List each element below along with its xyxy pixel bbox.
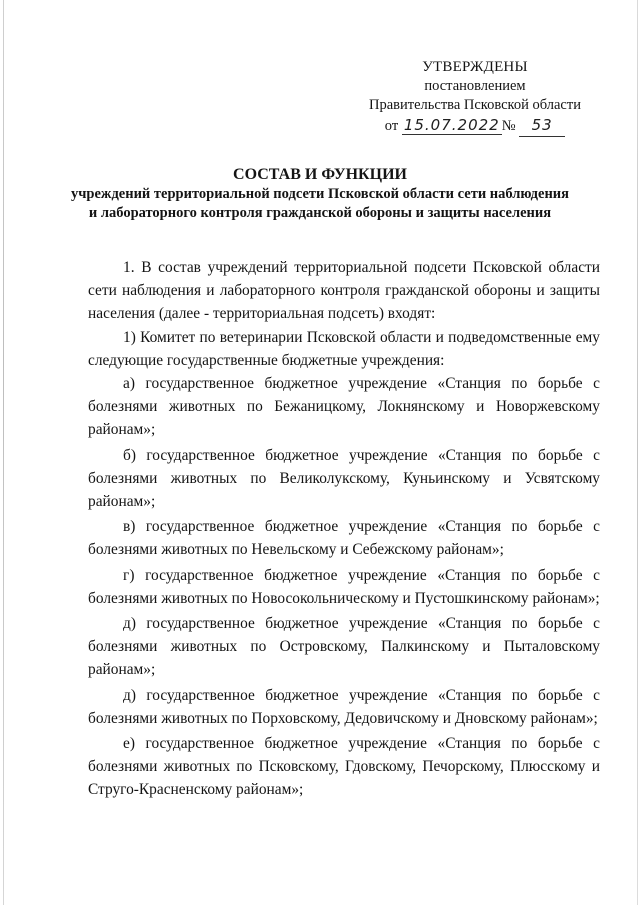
paragraph-intro: 1. В состав учреждений территориальной подсети Псковской области сети наблюдения и лабораторного контроля гражданской обороны и защиты населения (далее - территориальная подсеть) входят: xyxy=(88,259,600,323)
document-heading xyxy=(70,164,570,223)
approved-label: УТВЕРЖДЕНЫ xyxy=(422,59,528,75)
handwritten-date: 15.07.2022 xyxy=(403,116,500,134)
paragraph-subitem-g: г) государственное бюджетное учреждение «Станция по борьбе с болезнями животных по Новосокольническому и Пустошкинскому районам»; xyxy=(88,566,600,607)
paragraph-subitem-d1: д) государственное бюджетное учреждение «Станция по борьбе с болезнями животных по Островскому, Палкинскому и Пыталовскому районам»; xyxy=(88,615,600,679)
paragraph-subitem-v: в) государственное бюджетное учреждение «Станция по борьбе с болезнями животных по Невельскому и Себежскому районам»; xyxy=(88,518,600,559)
handwritten-number xyxy=(519,116,565,137)
government-label: Правительства Псковской области xyxy=(369,97,581,113)
scan-edge-left xyxy=(3,0,4,905)
document-subtitle: учреждений территориальной подсети Псковской области сети наблюдения и лабораторного контроля гражданской обороны и защиты населения xyxy=(71,186,569,221)
paragraph-item-1: 1) Комитет по ветеринарии Псковской области и подведомственные ему следующие государственные бюджетные учреждения: xyxy=(88,328,600,369)
scan-edge-right xyxy=(637,0,638,905)
document-body xyxy=(88,256,600,804)
date-number-line xyxy=(360,116,590,137)
handwritten-number-value: 53 xyxy=(531,116,553,134)
number-prefix: № xyxy=(501,118,516,134)
paragraph-subitem-e: е) государственное бюджетное учреждение «Станция по борьбе с болезнями животных по Псковскому, Гдовскому, Печорскому, Плюсскому и Струго-Красненскому районам»; xyxy=(88,735,600,799)
paragraph-subitem-b: б) государственное бюджетное учреждение «Станция по борьбе с болезнями животных по Великолукскому, Куньинскому и Усвятскому районам»; xyxy=(88,446,600,511)
paragraph-subitem-d2: д) государственное бюджетное учреждение «Станция по борьбе с болезнями животных по Порховскому, Дедовичскому и Дновскому районам»; xyxy=(88,686,600,727)
approval-block xyxy=(360,58,590,137)
document-title: СОСТАВ И ФУНКЦИИ xyxy=(233,166,407,183)
decree-label: постановлением xyxy=(424,78,526,94)
paragraph-subitem-a: а) государственное бюджетное учреждение «Станция по борьбе с болезнями животных по Бежаницкому, Локнянскому и Новоржевскому районам»; xyxy=(88,375,600,439)
date-prefix: от xyxy=(384,118,399,134)
